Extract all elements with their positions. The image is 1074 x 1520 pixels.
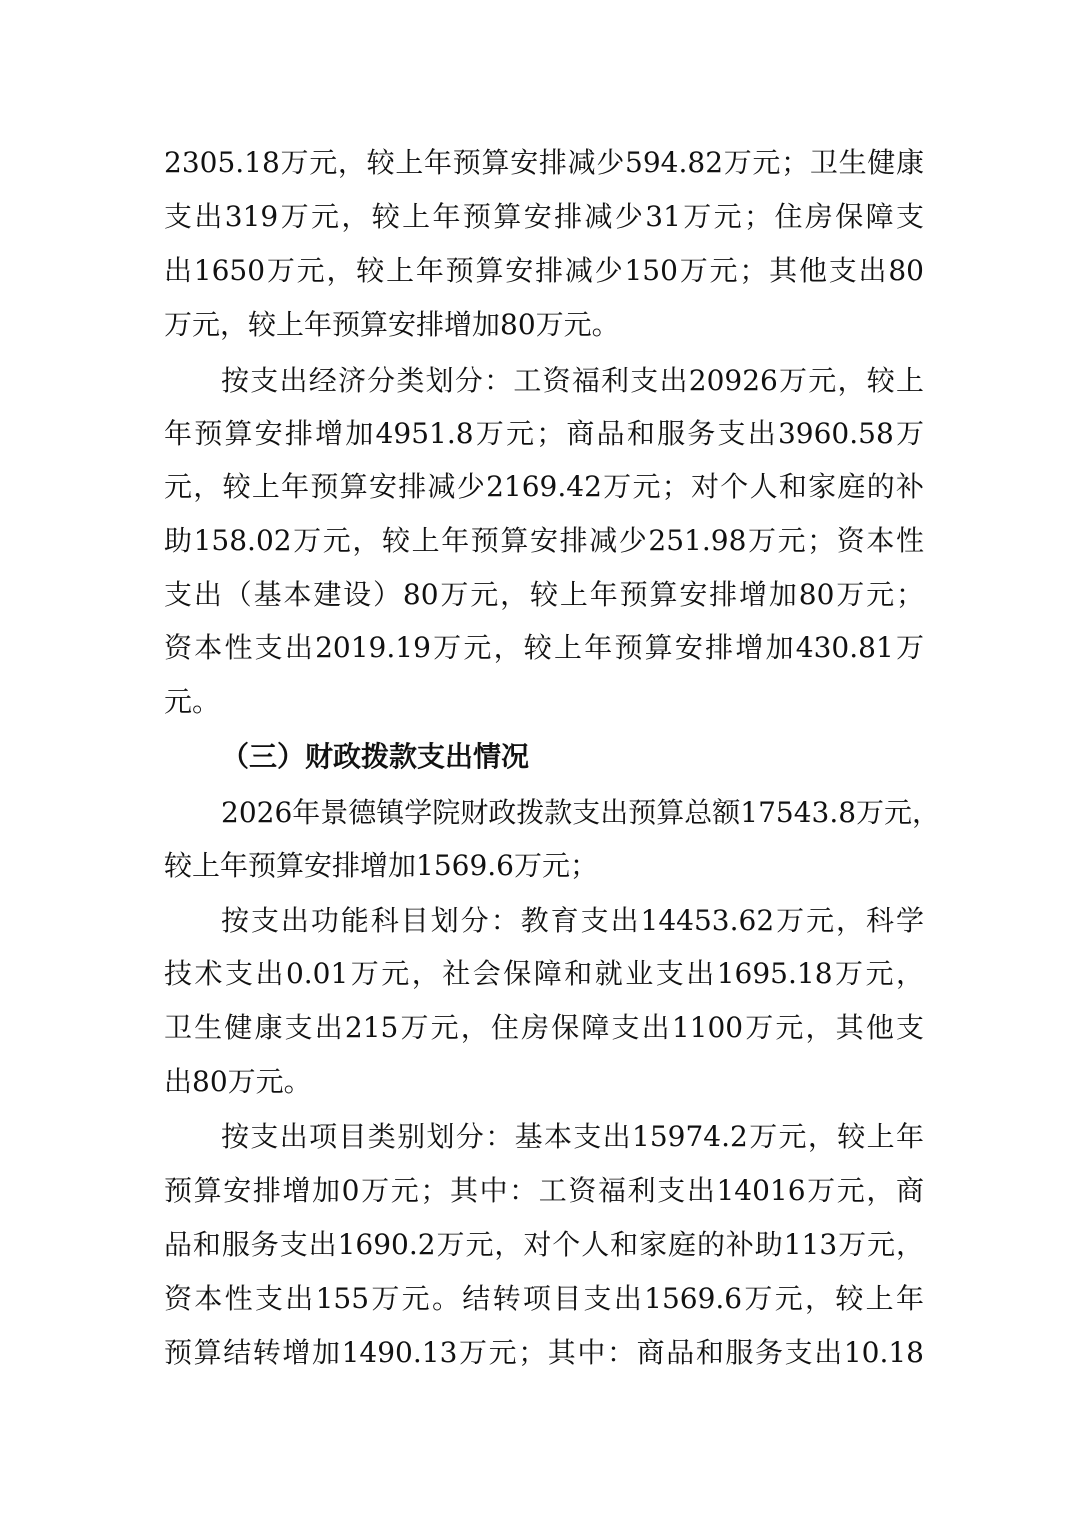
paragraph-first-line: 按支出功能科目划分：教育支出14453.62万元，科学: [221, 904, 924, 937]
text-line: 年预算安排增加4951.8万元；商品和服务支出3960.58万: [164, 417, 924, 450]
paragraph-first-line: 按支出项目类别划分：基本支出15974.2万元，较上年: [221, 1120, 924, 1153]
text-line: 资本性支出155万元。结转项目支出1569.6万元，较上年: [164, 1282, 924, 1315]
text-line: 元。: [164, 685, 221, 718]
text-line: 较上年预算安排增加1569.6万元；: [164, 849, 598, 882]
text-line: 支出（基本建设）80万元，较上年预算安排增加80万元；: [164, 578, 924, 611]
text-line: 助158.02万元，较上年预算安排减少251.98万元；资本性: [164, 524, 924, 557]
text-line: 预算结转增加1490.13万元；其中：商品和服务支出10.18: [164, 1336, 924, 1369]
text-line: 万元，较上年预算安排增加80万元。: [164, 308, 620, 341]
text-line: 2305.18万元，较上年预算安排减少594.82万元；卫生健康: [164, 146, 924, 179]
text-line: 资本性支出2019.19万元，较上年预算安排增加430.81万: [164, 631, 924, 664]
text-line: 技术支出0.01万元，社会保障和就业支出1695.18万元，: [164, 957, 924, 990]
text-line: 卫生健康支出215万元，住房保障支出1100万元，其他支: [164, 1011, 924, 1044]
text-line: 支出319万元，较上年预算安排减少31万元；住房保障支: [164, 200, 924, 233]
text-line: 品和服务支出1690.2万元，对个人和家庭的补助113万元，: [164, 1228, 924, 1261]
paragraph-first-line: 按支出经济分类划分：工资福利支出20926万元，较上: [221, 364, 924, 397]
paragraph-first-line: 2026年景德镇学院财政拨款支出预算总额17543.8万元，: [221, 796, 941, 829]
text-line: 出80万元。: [164, 1065, 312, 1098]
text-line: 预算安排增加0万元；其中：工资福利支出14016万元，商: [164, 1174, 924, 1207]
section-heading: （三）财政拨款支出情况: [221, 740, 530, 773]
text-line: 出1650万元，较上年预算安排减少150万元；其他支出80: [164, 254, 924, 287]
text-line: 元，较上年预算安排减少2169.42万元；对个人和家庭的补: [164, 470, 924, 503]
